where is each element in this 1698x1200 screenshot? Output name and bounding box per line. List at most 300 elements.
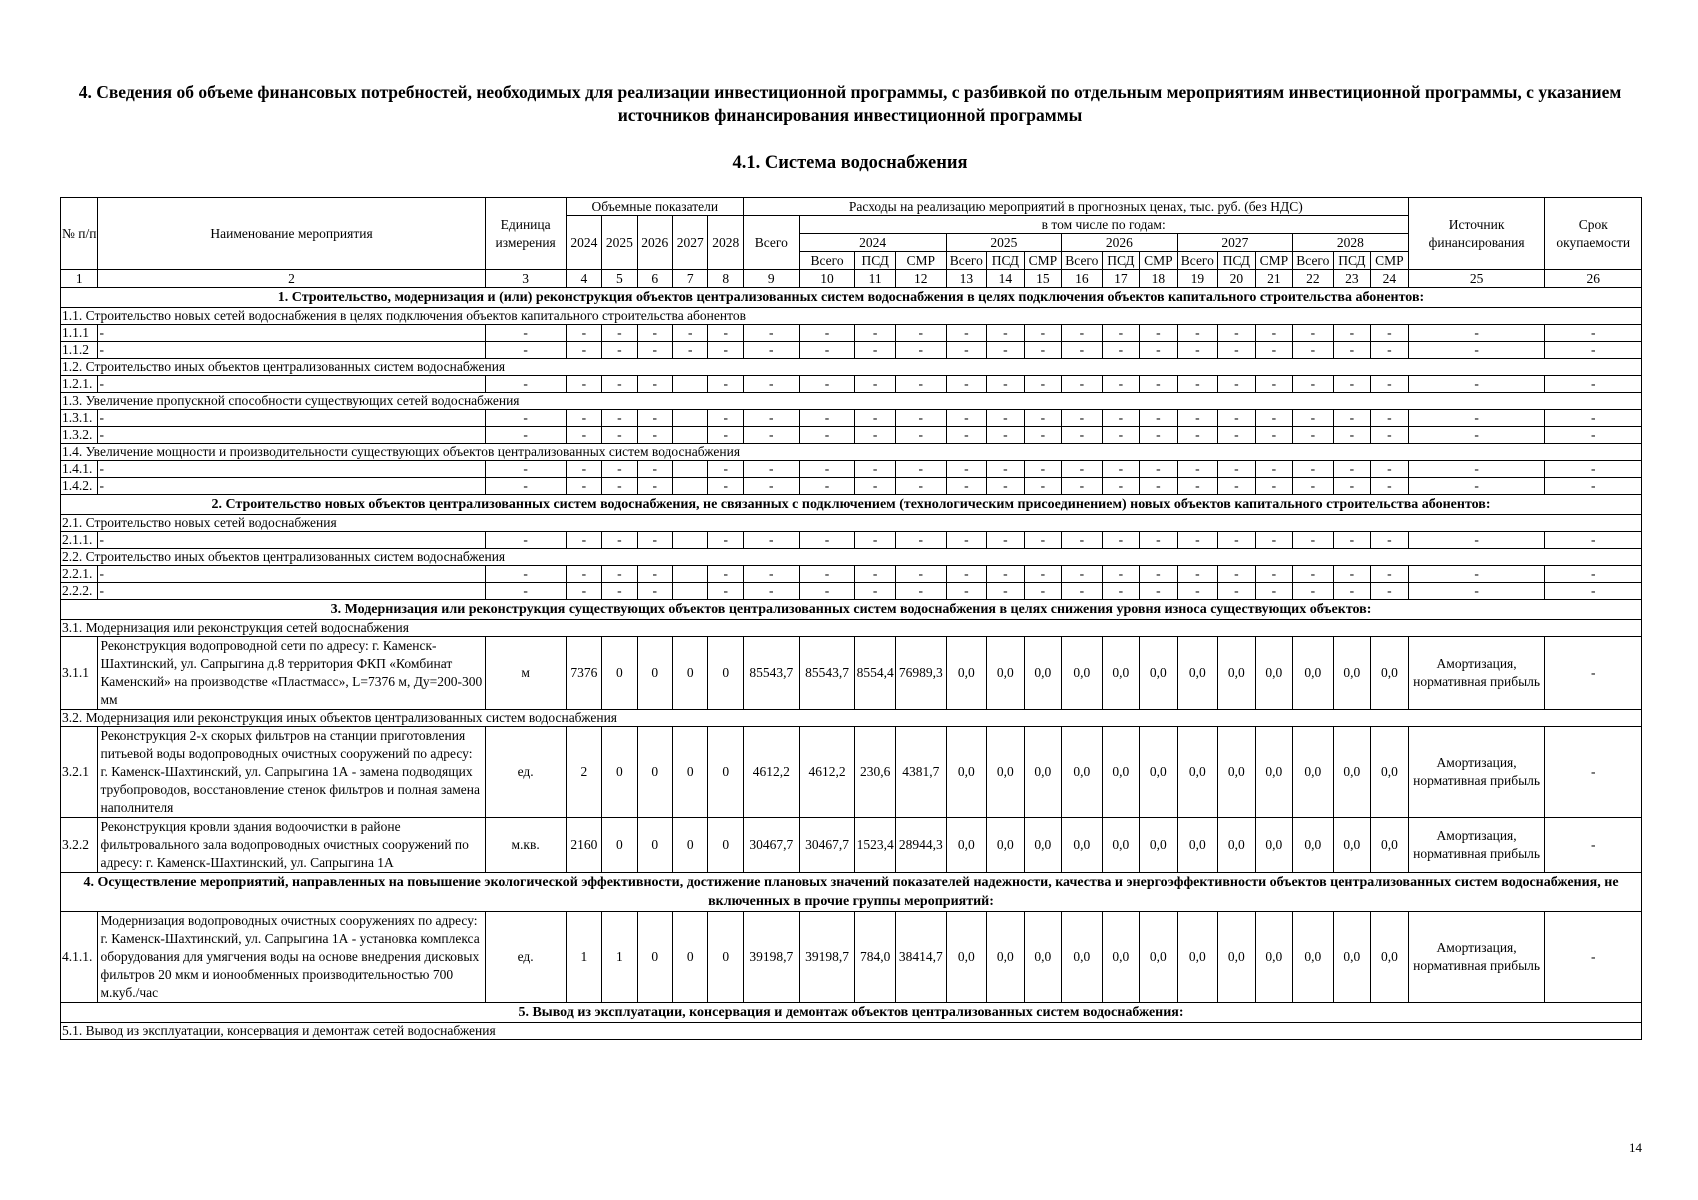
value-cell: - <box>1102 410 1139 427</box>
value-cell: - <box>1293 566 1334 583</box>
value-cell: - <box>566 410 601 427</box>
value-cell: 7376 <box>566 637 601 710</box>
value-cell: 0,0 <box>946 637 987 710</box>
value-cell: - <box>1293 410 1334 427</box>
value-cell: 0,0 <box>1371 637 1409 710</box>
header-unit: Единица измерения <box>485 198 566 270</box>
column-number: 9 <box>743 270 799 288</box>
value-cell: - <box>799 532 855 549</box>
value-cell: - <box>1218 461 1255 478</box>
document-title: 4. Сведения об объеме финансовых потребностей, необходимых для реализации инвестиционной программы, с разбивкой по отдельным мероприятиям инвестиционной программы, с указанием источников финансирования инвестиционной программы <box>78 82 1622 125</box>
value-cell: - <box>566 427 601 444</box>
value-cell: - <box>743 325 799 342</box>
value-cell: 0,0 <box>1024 637 1061 710</box>
value-cell: - <box>946 325 987 342</box>
financing-source: - <box>1408 461 1545 478</box>
subsection-row <box>61 393 1642 410</box>
value-cell: 0,0 <box>1140 637 1177 710</box>
value-cell <box>673 461 708 478</box>
value-cell: - <box>1333 376 1370 393</box>
value-cell: 1 <box>566 912 601 1003</box>
value-cell: - <box>1371 478 1409 495</box>
measure-name: - <box>98 325 485 342</box>
value-cell: 0,0 <box>1333 637 1370 710</box>
value-cell: 0 <box>602 637 637 710</box>
value-cell: - <box>1218 532 1255 549</box>
table-row <box>61 912 1642 1003</box>
section-row <box>61 495 1642 515</box>
subsection-row <box>61 710 1642 727</box>
value-cell: 0,0 <box>1218 818 1255 873</box>
value-cell: - <box>799 376 855 393</box>
payback-cell: - <box>1545 727 1642 818</box>
row-number: 3.2.1 <box>61 727 98 818</box>
value-cell: - <box>946 583 987 600</box>
value-cell: - <box>799 410 855 427</box>
section-row <box>61 1003 1642 1023</box>
value-cell: 0,0 <box>1333 818 1370 873</box>
value-cell: - <box>637 478 672 495</box>
payback-cell: - <box>1545 427 1642 444</box>
value-cell: 0,0 <box>1333 727 1370 818</box>
value-cell: 0 <box>673 818 708 873</box>
row-number: 2.1.1. <box>61 532 98 549</box>
header-sub-smr: СМР <box>1371 252 1409 270</box>
value-cell <box>673 410 708 427</box>
value-cell: 0,0 <box>1177 818 1218 873</box>
value-cell: - <box>708 461 743 478</box>
value-cell: - <box>1062 427 1103 444</box>
value-cell: 0,0 <box>1293 818 1334 873</box>
column-number: 23 <box>1333 270 1370 288</box>
value-cell: - <box>1333 566 1370 583</box>
page-number: 14 <box>1629 1140 1642 1155</box>
value-cell: - <box>1177 461 1218 478</box>
table-header <box>61 198 1642 288</box>
table-row <box>61 376 1642 393</box>
value-cell: - <box>1024 427 1061 444</box>
value-cell: - <box>637 427 672 444</box>
value-cell: 0,0 <box>987 727 1024 818</box>
value-cell: 0,0 <box>1024 727 1061 818</box>
value-cell: 85543,7 <box>743 637 799 710</box>
header-year: 2027 <box>673 216 708 270</box>
subsection-heading: 5.1. Вывод из эксплуатации, консервация и демонтаж сетей водоснабжения <box>61 1023 1642 1040</box>
value-cell: 0,0 <box>1255 727 1292 818</box>
value-cell: - <box>1333 583 1370 600</box>
value-cell: - <box>855 583 896 600</box>
value-cell <box>673 566 708 583</box>
value-cell: - <box>1218 410 1255 427</box>
value-cell: - <box>743 342 799 359</box>
unit-cell: - <box>485 376 566 393</box>
table-row <box>61 325 1642 342</box>
value-cell: - <box>895 325 946 342</box>
value-cell: - <box>1140 478 1177 495</box>
table-row <box>61 566 1642 583</box>
measure-name: - <box>98 461 485 478</box>
value-cell: - <box>743 566 799 583</box>
section-heading: 4. Осуществление мероприятий, направленных на повышение экологической эффективности, достижение плановых значений показателей надежности, качества и энергоэффективности объектов централизованных систем водоснабжения, не включенных в прочие группы мероприятий: <box>61 873 1642 912</box>
value-cell: - <box>1062 583 1103 600</box>
value-cell: - <box>1371 583 1409 600</box>
value-cell: - <box>855 427 896 444</box>
value-cell: - <box>708 532 743 549</box>
header-year: 2028 <box>708 216 743 270</box>
value-cell: - <box>1371 532 1409 549</box>
value-cell: 0,0 <box>1371 912 1409 1003</box>
row-number: 1.2.1. <box>61 376 98 393</box>
row-number: 3.1.1 <box>61 637 98 710</box>
value-cell: 0,0 <box>987 637 1024 710</box>
financing-source: - <box>1408 583 1545 600</box>
value-cell: - <box>946 376 987 393</box>
value-cell: - <box>1255 427 1292 444</box>
value-cell: 85543,7 <box>799 637 855 710</box>
header-payback: Срок окупаемости <box>1545 198 1642 270</box>
value-cell: - <box>1140 325 1177 342</box>
measure-name: - <box>98 427 485 444</box>
value-cell: 0,0 <box>1140 727 1177 818</box>
column-number: 14 <box>987 270 1024 288</box>
value-cell: - <box>895 583 946 600</box>
row-number: 1.1.2 <box>61 342 98 359</box>
table-row <box>61 532 1642 549</box>
value-cell: - <box>1255 583 1292 600</box>
measure-name: Реконструкция водопроводной сети по адресу: г. Каменск-Шахтинский, ул. Сапрыгина д.8 территория ФКП «Комбинат Каменский» на производстве «Пластмасс», L=7376 м, Ду=200-300 мм <box>98 637 485 710</box>
value-cell: 0,0 <box>1333 912 1370 1003</box>
value-cell: - <box>895 566 946 583</box>
value-cell: 0,0 <box>1024 912 1061 1003</box>
value-cell: 0,0 <box>1371 727 1409 818</box>
value-cell: - <box>708 427 743 444</box>
column-number: 21 <box>1255 270 1292 288</box>
value-cell: - <box>1177 342 1218 359</box>
value-cell: - <box>602 566 637 583</box>
value-cell: - <box>1255 342 1292 359</box>
table-row <box>61 427 1642 444</box>
header-sub-psd: ПСД <box>1333 252 1370 270</box>
row-number: 2.2.2. <box>61 583 98 600</box>
subsection-heading: 1.4. Увеличение мощности и производительности существующих объектов централизованных систем водоснабжения <box>61 444 1642 461</box>
value-cell: - <box>1293 427 1334 444</box>
header-sub-psd: ПСД <box>1102 252 1139 270</box>
value-cell: 30467,7 <box>743 818 799 873</box>
value-cell: - <box>1218 427 1255 444</box>
subsection-row <box>61 444 1642 461</box>
row-number: 4.1.1. <box>61 912 98 1003</box>
column-number: 2 <box>98 270 485 288</box>
value-cell: - <box>1024 532 1061 549</box>
value-cell: - <box>708 342 743 359</box>
table-row <box>61 478 1642 495</box>
value-cell: 0 <box>637 818 672 873</box>
measure-name: - <box>98 410 485 427</box>
value-cell: - <box>743 410 799 427</box>
value-cell: - <box>855 325 896 342</box>
subsection-row <box>61 308 1642 325</box>
unit-cell: - <box>485 461 566 478</box>
value-cell: - <box>855 532 896 549</box>
value-cell: - <box>708 478 743 495</box>
value-cell: - <box>946 566 987 583</box>
value-cell: - <box>1255 478 1292 495</box>
measure-name: Модернизация водопроводных очистных сооружениях по адресу: г. Каменск-Шахтинский, ул. Сапрыгина 1А - установка комплекса оборудования для умягчения воды на основе внедрения дисковых фильтров 20 мкм и ионообменных производительностью 700 м.куб./час <box>98 912 485 1003</box>
column-number: 10 <box>799 270 855 288</box>
value-cell: - <box>1102 583 1139 600</box>
column-number: 4 <box>566 270 601 288</box>
value-cell: - <box>1102 325 1139 342</box>
value-cell: - <box>602 461 637 478</box>
value-cell <box>673 532 708 549</box>
value-cell: 0,0 <box>946 818 987 873</box>
value-cell: - <box>708 325 743 342</box>
value-cell: - <box>637 410 672 427</box>
value-cell: - <box>708 410 743 427</box>
value-cell: 0,0 <box>1255 912 1292 1003</box>
subsection-row <box>61 359 1642 376</box>
value-cell: - <box>946 461 987 478</box>
payback-cell: - <box>1545 532 1642 549</box>
value-cell: - <box>1177 427 1218 444</box>
value-cell: - <box>708 583 743 600</box>
value-cell: - <box>602 583 637 600</box>
value-cell: 0,0 <box>1102 912 1139 1003</box>
financing-source: - <box>1408 532 1545 549</box>
subsection-heading: 3.2. Модернизация или реконструкция иных объектов централизованных систем водоснабжения <box>61 710 1642 727</box>
value-cell: - <box>1140 566 1177 583</box>
payback-cell: - <box>1545 461 1642 478</box>
value-cell: - <box>566 376 601 393</box>
value-cell: - <box>946 427 987 444</box>
value-cell: - <box>799 325 855 342</box>
header-sub-total: Всего <box>1293 252 1334 270</box>
header-sub-total: Всего <box>946 252 987 270</box>
row-number: 1.3.1. <box>61 410 98 427</box>
value-cell: - <box>946 532 987 549</box>
value-cell: - <box>1371 410 1409 427</box>
financing-source: Амортизация, нормативная прибыль <box>1408 818 1545 873</box>
column-number: 13 <box>946 270 987 288</box>
value-cell: - <box>987 532 1024 549</box>
value-cell: - <box>799 478 855 495</box>
value-cell: 38414,7 <box>895 912 946 1003</box>
value-cell: - <box>1218 325 1255 342</box>
header-num: № п/п <box>61 198 98 270</box>
value-cell: 1523,4 <box>855 818 896 873</box>
value-cell: - <box>1062 461 1103 478</box>
value-cell: - <box>1293 376 1334 393</box>
value-cell: - <box>1102 566 1139 583</box>
financing-source: Амортизация, нормативная прибыль <box>1408 912 1545 1003</box>
subsection-heading: 3.1. Модернизация или реконструкция сетей водоснабжения <box>61 620 1642 637</box>
subsection-heading: 2.2. Строительство иных объектов централизованных систем водоснабжения <box>61 549 1642 566</box>
header-year: 2026 <box>637 216 672 270</box>
value-cell: - <box>946 342 987 359</box>
unit-cell: - <box>485 410 566 427</box>
financing-source: Амортизация, нормативная прибыль <box>1408 727 1545 818</box>
column-number: 5 <box>602 270 637 288</box>
value-cell: - <box>987 410 1024 427</box>
header-sub-psd: ПСД <box>987 252 1024 270</box>
value-cell: - <box>1293 583 1334 600</box>
value-cell: - <box>566 461 601 478</box>
value-cell: - <box>1024 376 1061 393</box>
value-cell: 0,0 <box>1140 912 1177 1003</box>
value-cell: - <box>1218 566 1255 583</box>
value-cell: - <box>1177 532 1218 549</box>
payback-cell: - <box>1545 325 1642 342</box>
value-cell: - <box>1140 532 1177 549</box>
value-cell: 0,0 <box>1293 912 1334 1003</box>
column-number: 18 <box>1140 270 1177 288</box>
value-cell: - <box>1293 342 1334 359</box>
header-year: 2024 <box>566 216 601 270</box>
value-cell: - <box>566 342 601 359</box>
value-cell: - <box>1177 376 1218 393</box>
value-cell: - <box>1024 342 1061 359</box>
value-cell: - <box>895 478 946 495</box>
header-sub-smr: СМР <box>1255 252 1292 270</box>
value-cell: - <box>946 478 987 495</box>
value-cell: - <box>637 532 672 549</box>
value-cell: - <box>1024 325 1061 342</box>
value-cell: 0,0 <box>1140 818 1177 873</box>
payback-cell: - <box>1545 410 1642 427</box>
value-cell: 0,0 <box>1371 818 1409 873</box>
payback-cell: - <box>1545 478 1642 495</box>
measure-name: - <box>98 376 485 393</box>
subsection-heading: 1.2. Строительство иных объектов централизованных систем водоснабжения <box>61 359 1642 376</box>
value-cell: - <box>1062 532 1103 549</box>
value-cell: 0 <box>602 727 637 818</box>
value-cell: - <box>708 376 743 393</box>
value-cell: - <box>1177 325 1218 342</box>
value-cell: 0 <box>708 637 743 710</box>
table-row <box>61 727 1642 818</box>
value-cell: - <box>637 583 672 600</box>
column-number: 15 <box>1024 270 1061 288</box>
value-cell: - <box>637 461 672 478</box>
value-cell: - <box>1255 532 1292 549</box>
value-cell: 2160 <box>566 818 601 873</box>
value-cell: 0,0 <box>1218 637 1255 710</box>
payback-cell: - <box>1545 912 1642 1003</box>
unit-cell: - <box>485 583 566 600</box>
value-cell: 0,0 <box>946 727 987 818</box>
row-number: 2.2.1. <box>61 566 98 583</box>
value-cell: - <box>602 427 637 444</box>
measure-name: - <box>98 478 485 495</box>
value-cell: 0 <box>673 637 708 710</box>
value-cell: - <box>637 566 672 583</box>
value-cell: - <box>1062 376 1103 393</box>
value-cell: - <box>987 566 1024 583</box>
unit-cell: м <box>485 637 566 710</box>
value-cell: - <box>1177 566 1218 583</box>
value-cell: 784,0 <box>855 912 896 1003</box>
value-cell: - <box>1024 478 1061 495</box>
column-number: 25 <box>1408 270 1545 288</box>
value-cell: - <box>1218 342 1255 359</box>
section-heading: 2. Строительство новых объектов централизованных систем водоснабжения, не связанных с подключением (технологическим присоединением) новых объектов капитального строительства абонентов: <box>61 495 1642 515</box>
value-cell: - <box>1024 566 1061 583</box>
value-cell: 0,0 <box>1062 818 1103 873</box>
financing-source: - <box>1408 325 1545 342</box>
value-cell: - <box>895 342 946 359</box>
value-cell: - <box>743 583 799 600</box>
unit-cell: - <box>485 566 566 583</box>
value-cell: 0 <box>637 912 672 1003</box>
measure-name: - <box>98 583 485 600</box>
table-row <box>61 583 1642 600</box>
value-cell: - <box>637 325 672 342</box>
financing-source: - <box>1408 566 1545 583</box>
value-cell: - <box>1218 478 1255 495</box>
header-volume: Объемные показатели <box>566 198 743 216</box>
value-cell: - <box>743 376 799 393</box>
value-cell <box>673 376 708 393</box>
header-sub-total: Всего <box>1062 252 1103 270</box>
value-cell: - <box>895 427 946 444</box>
value-cell: - <box>1140 427 1177 444</box>
subsection-row <box>61 1023 1642 1040</box>
section-row <box>61 600 1642 620</box>
value-cell <box>673 427 708 444</box>
subsection-row <box>61 515 1642 532</box>
row-number: 3.2.2 <box>61 818 98 873</box>
value-cell: 0 <box>673 912 708 1003</box>
value-cell: - <box>855 478 896 495</box>
investment-table <box>60 197 1642 1040</box>
value-cell: - <box>855 461 896 478</box>
header-cost-year: 2028 <box>1293 234 1409 252</box>
value-cell: 39198,7 <box>799 912 855 1003</box>
table-body <box>61 288 1642 1040</box>
value-cell: - <box>1102 342 1139 359</box>
value-cell: - <box>895 532 946 549</box>
value-cell: - <box>743 427 799 444</box>
value-cell: - <box>1333 342 1370 359</box>
value-cell: - <box>1333 478 1370 495</box>
value-cell: - <box>895 376 946 393</box>
value-cell: - <box>1333 325 1370 342</box>
column-number: 8 <box>708 270 743 288</box>
header-cost-year: 2027 <box>1177 234 1293 252</box>
value-cell: - <box>1293 478 1334 495</box>
column-number: 24 <box>1371 270 1409 288</box>
value-cell: 0 <box>637 637 672 710</box>
column-number: 7 <box>673 270 708 288</box>
table-row <box>61 637 1642 710</box>
value-cell: - <box>1371 325 1409 342</box>
value-cell: - <box>566 532 601 549</box>
value-cell: 0,0 <box>1293 637 1334 710</box>
value-cell: 0,0 <box>1293 727 1334 818</box>
value-cell: - <box>799 566 855 583</box>
measure-name: Реконструкция кровли здания водоочистки в районе фильтровального зала водопроводных очистных сооружений по адресу: г. Каменск-Шахтинский, ул. Сапрыгина 1А <box>98 818 485 873</box>
value-cell: - <box>1371 566 1409 583</box>
value-cell: - <box>1062 342 1103 359</box>
value-cell: - <box>987 583 1024 600</box>
column-number: 26 <box>1545 270 1642 288</box>
value-cell: - <box>1102 427 1139 444</box>
header-sub-smr: СМР <box>1024 252 1061 270</box>
value-cell: - <box>855 376 896 393</box>
unit-cell: - <box>485 478 566 495</box>
financing-source: - <box>1408 427 1545 444</box>
value-cell: - <box>1140 583 1177 600</box>
